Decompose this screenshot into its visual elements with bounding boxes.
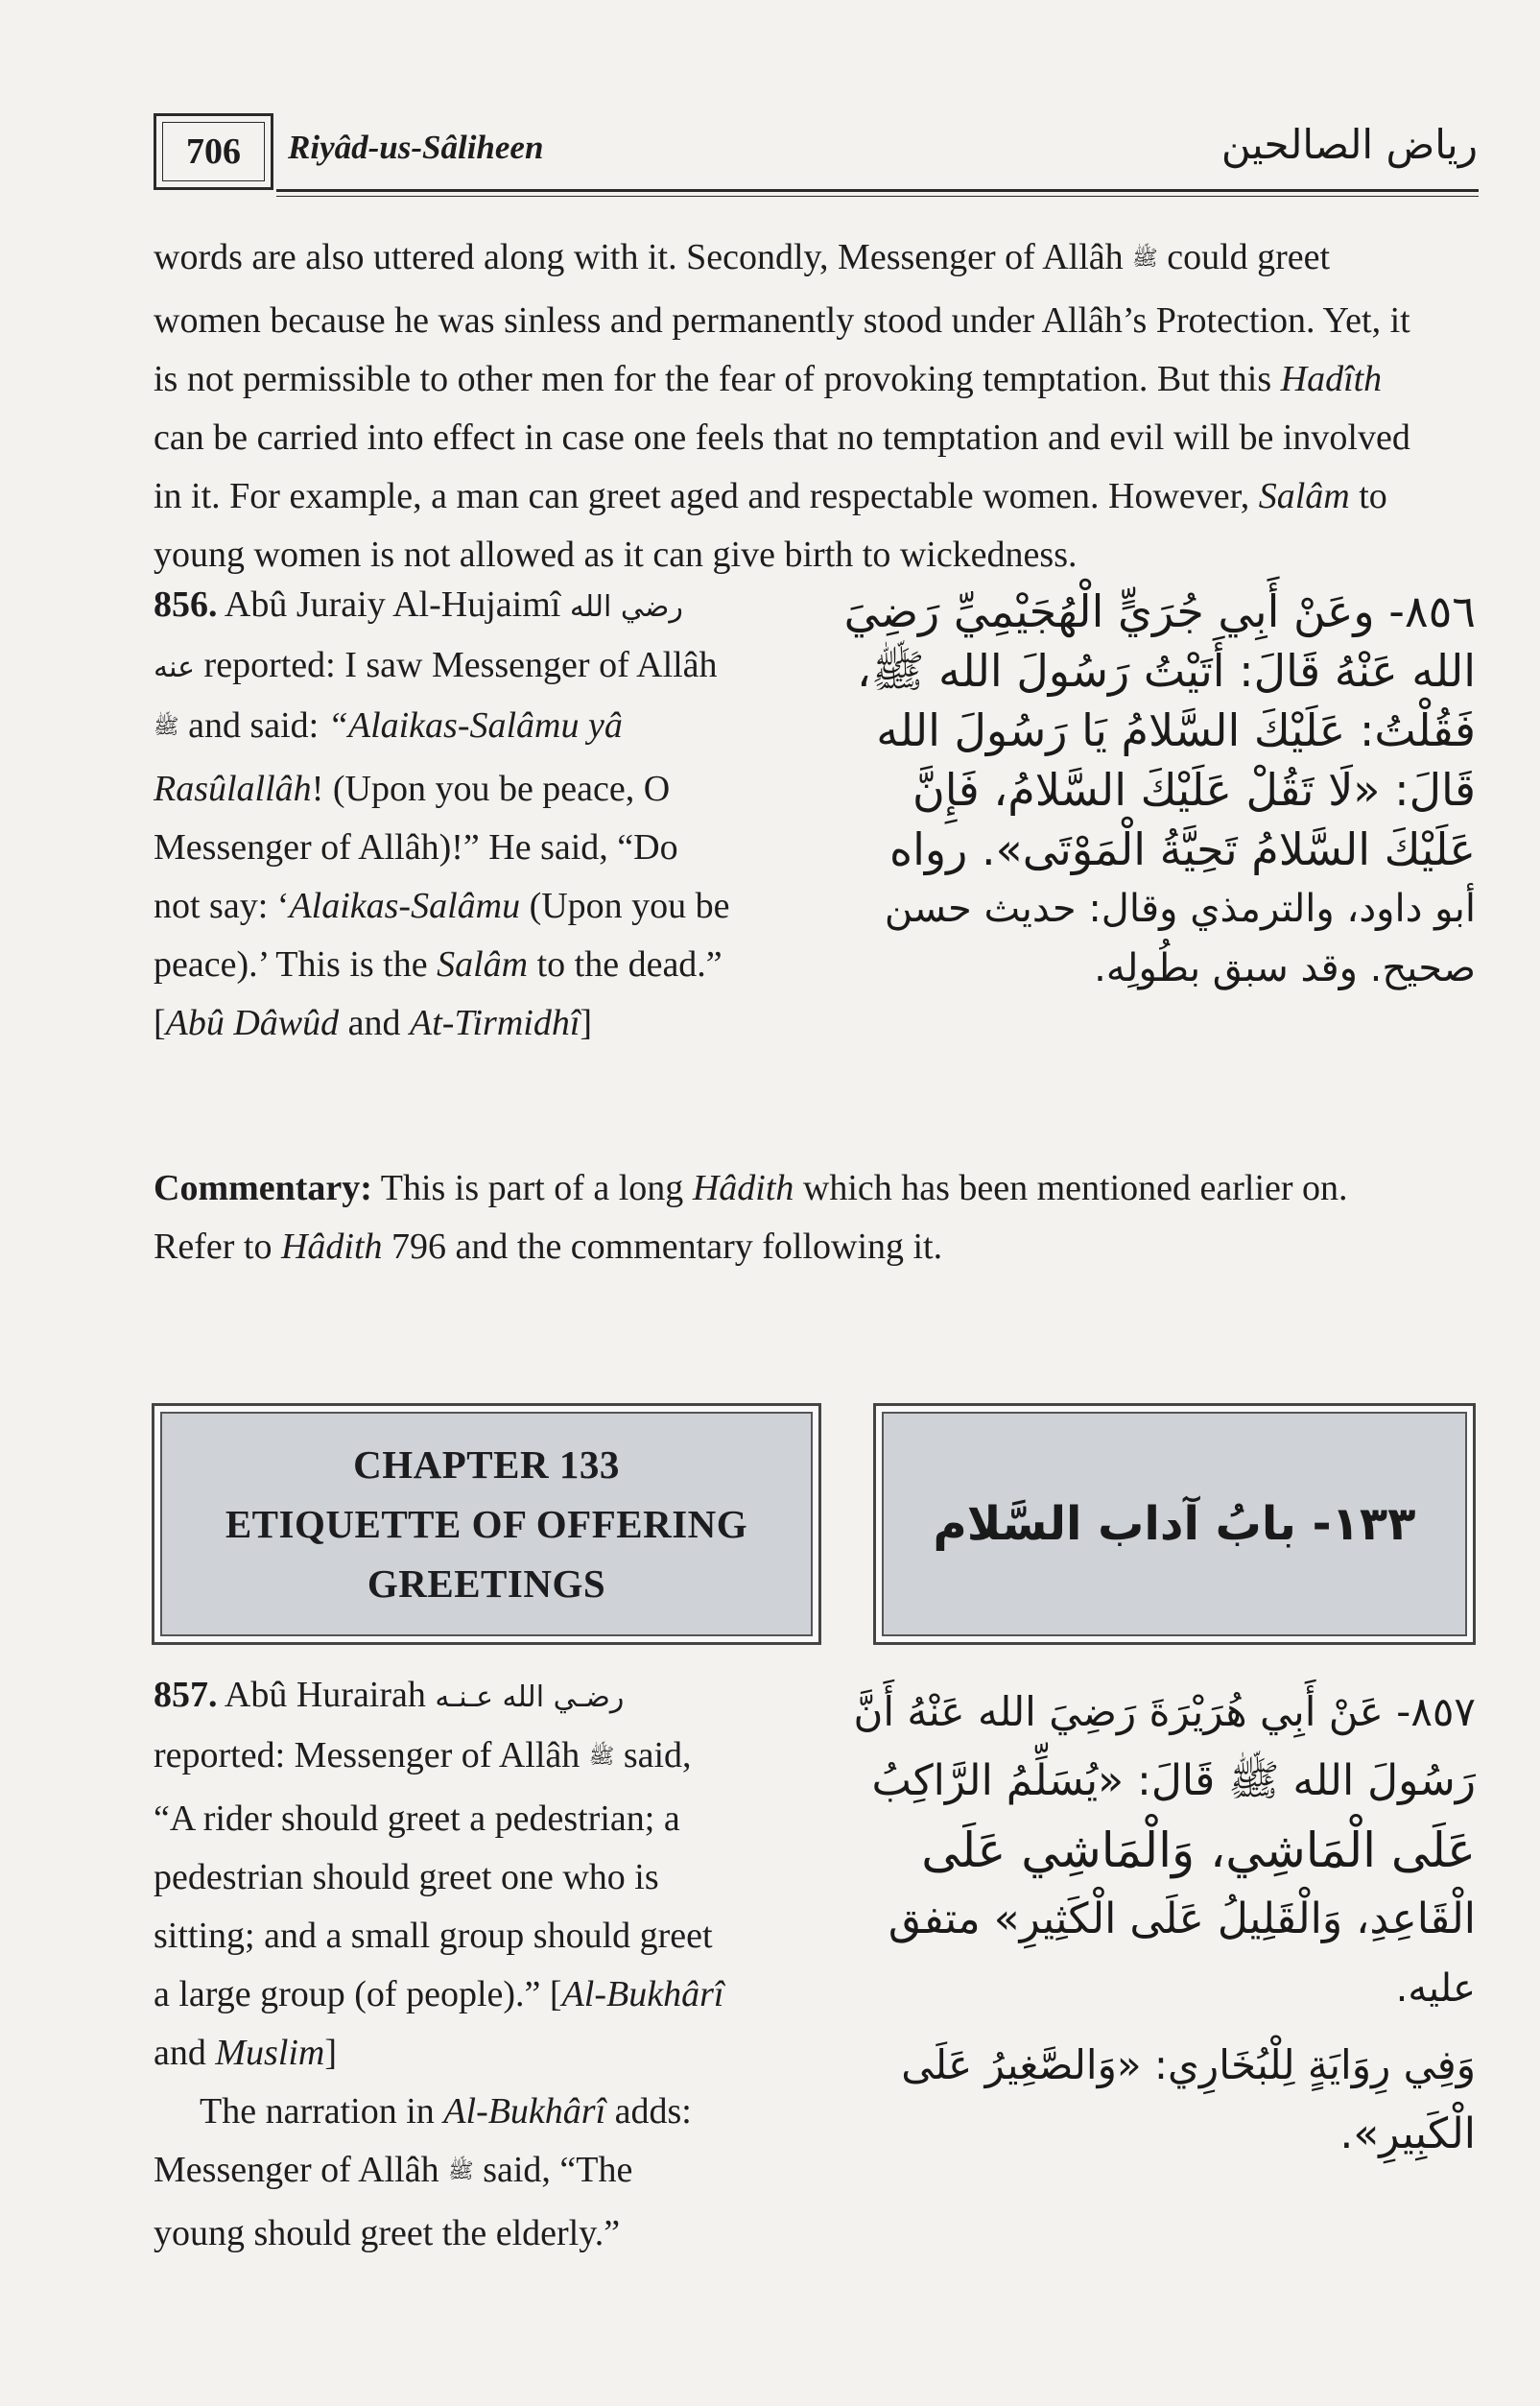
chapter-box-arabic (873, 1403, 1476, 1645)
chapter-heading (160, 1412, 813, 1636)
intro-line: is not permissible to other men for the fear of provoking temptation. But this Hadîth (154, 359, 1383, 399)
arabic-chapter-heading (882, 1412, 1467, 1636)
hadith-856-english (154, 576, 825, 1053)
hadith-line: peace).’ This is the Salâm to the dead.” (154, 944, 723, 985)
arabic-line: ٨٥٦- وعَنْ أَبِي جُرَيٍّ الْهُجَيْمِيِّ رَضِيَ (843, 585, 1476, 637)
arabic-line: عَلَيْكَ السَّلامُ تَحِيَّةُ الْمَوْتَى». رواه (889, 823, 1476, 875)
hadith-line: ﷺ and said: “Alaikas-Salâmu yâ (154, 705, 623, 746)
hadith-line: 856. Abû Juraiy Al-Hujaimî رضي الله (154, 584, 683, 625)
hadith-line: Rasûlallâh! (Upon you be peace, O (154, 769, 671, 809)
hadith-857-arabic (853, 1678, 1476, 2169)
commentary-line: Refer to Hâdith 796 and the commentary following it. (154, 1227, 943, 1267)
arabic-book-title: رياض الصالحين (1220, 121, 1478, 168)
hadith-line: pedestrian should greet one who is (154, 1857, 659, 1897)
hadith-857-english (154, 1666, 816, 2263)
arabic-line: ٨٥٧- عَنْ أَبِي هُرَيْرَةَ رَضِيَ الله عَنْهُ أَنَّ (853, 1688, 1476, 1735)
chapter-number: CHAPTER 133 (353, 1442, 620, 1487)
arabic-line: صحيح. وقد سبق بطُولِه. (1094, 946, 1476, 990)
arabic-line: وَفِي رِوَايَةٍ لِلْبُخَارِي: «وَالصَّغِيرُ عَلَى (901, 2041, 1476, 2088)
page-number-box (154, 113, 273, 190)
intro-paragraph (154, 228, 1476, 584)
commentary-paragraph (154, 1159, 1476, 1276)
hadith-line: “A rider should greet a pedestrian; a (154, 1799, 680, 1839)
intro-line: in it. For example, a man can greet aged and respectable women. However, Salâm to (154, 476, 1387, 516)
hadith-856-arabic (843, 582, 1476, 998)
arabic-line: عَلَى الْمَاشِي، وَالْمَاشِي عَلَى (921, 1822, 1476, 1878)
hadith-line: and Muslim] (154, 2033, 338, 2073)
header-rule-bottom (276, 196, 1479, 197)
header-rule-top (276, 189, 1479, 192)
intro-line: can be carried into effect in case one feels that no temptation and evil will be involved (154, 417, 1410, 458)
chapter-title-line: ETIQUETTE OF OFFERING (225, 1502, 748, 1546)
hadith-line: Messenger of Allâh)!” He said, “Do (154, 827, 678, 868)
arabic-line: أبو داود، والترمذي وقال: حديث حسن (884, 887, 1476, 931)
intro-line: women because he was sinless and permanently stood under Allâh’s Protection. Yet, it (154, 300, 1410, 341)
chapter-box-english (152, 1403, 821, 1645)
hadith-line: not say: ‘Alaikas-Salâmu (Upon you be (154, 886, 730, 926)
intro-line: young women is not allowed as it can give birth to wickedness. (154, 535, 1078, 575)
arabic-line: رَسُولَ الله ﷺ قَالَ: «يُسَلِّمُ الرَّاكِبُ (871, 1756, 1476, 1805)
hadith-line: 857. Abû Hurairah رضـي الله عـنـه (154, 1675, 625, 1715)
page-number: 706 (162, 122, 265, 181)
hadith-line: عنه reported: I saw Messenger of Allâh (154, 645, 718, 685)
hadith-line: [Abû Dâwûd and At-Tirmidhî] (154, 1003, 593, 1043)
hadith-line: a large group (of people).” [Al-Bukhârî (154, 1974, 724, 2014)
arabic-line: الله عَنْهُ قَالَ: أَتَيْتُ رَسُولَ الله ﷺ، (856, 645, 1476, 697)
arabic-line: فَقُلْتُ: عَلَيْكَ السَّلامُ يَا رَسُولَ الله (876, 704, 1476, 756)
commentary-line: Commentary: This is part of a long Hâdith which has been mentioned earlier on. (154, 1168, 1348, 1208)
intro-line: words are also uttered along with it. Secondly, Messenger of Allâh ﷺ could greet (154, 237, 1331, 277)
arabic-line: الْقَاعِدِ، وَالْقَلِيلُ عَلَى الْكَثِيرِ» متفق (888, 1894, 1476, 1943)
arabic-chapter-title: ١٣٣- بابُ آداب السَّلام (933, 1497, 1416, 1551)
hadith-line: reported: Messenger of Allâh ﷺ said, (154, 1735, 692, 1775)
hadith-line: sitting; and a small group should greet (154, 1916, 713, 1956)
hadith-line: young should greet the elderly.” (154, 2213, 621, 2253)
arabic-line: عليه. (1395, 1966, 1476, 2011)
hadith-line: The narration in Al-Bukhârî adds: (200, 2091, 692, 2132)
arabic-line: الْكَبِيرِ». (1339, 2109, 1476, 2158)
arabic-line: قَالَ: «لَا تَقُلْ عَلَيْكَ السَّلامُ، فَإِنَّ (912, 764, 1476, 816)
hadith-line: Messenger of Allâh ﷺ said, “The (154, 2150, 633, 2190)
book-title: Riyâd-us-Sâliheen (288, 129, 544, 166)
chapter-title-line: GREETINGS (367, 1561, 606, 1606)
